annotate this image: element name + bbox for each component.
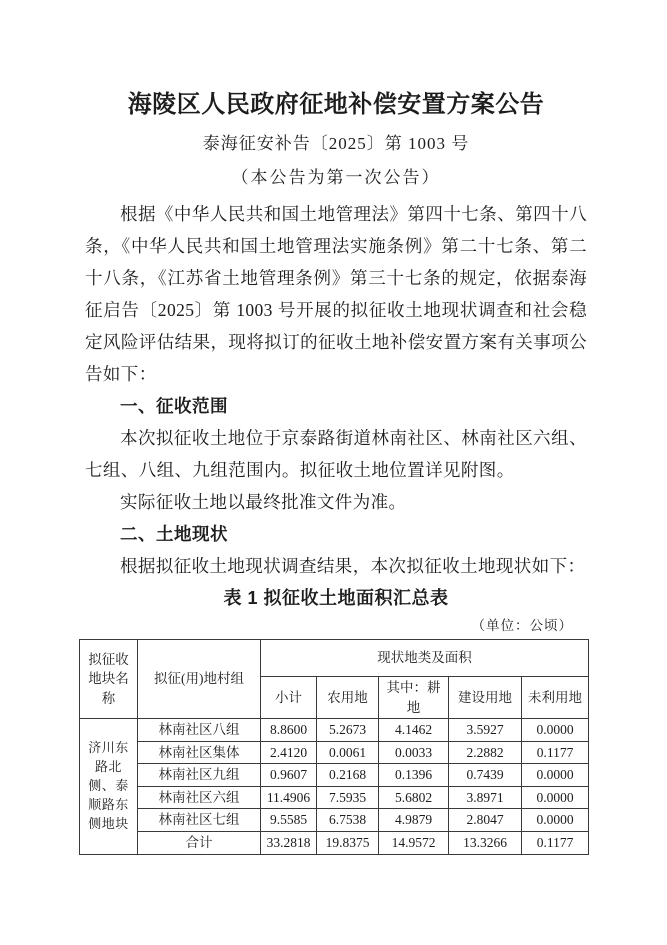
value-cell: 3.8971 — [449, 786, 522, 809]
intro-paragraph: 根据《中华人民共和国土地管理法》第四十七条、第四十八条，《中华人民共和国土地管理法实施条例》第二十七条、第二十八条，《江苏省土地管理条例》第三十七条的规定，依据泰海征启告〔2025〕第 1003 号开展的拟征收土地现状调查和社会稳定风险评估结果，现将拟订的征收土地补偿安置方案有关事项公告如下： — [85, 204, 587, 384]
total-value-cell: 13.3266 — [449, 831, 522, 854]
header-arable: 其中：耕地 — [379, 677, 449, 719]
group-cell: 林南社区六组 — [138, 786, 261, 809]
table-total-row — [80, 831, 589, 854]
section-1-paragraph-1: 本次拟征收土地位于京泰路街道林南社区、林南社区六组、七组、八组、九组范围内。拟征收土地位置详见附图。 — [85, 428, 587, 480]
value-cell: 0.0000 — [522, 786, 589, 809]
value-cell: 0.9607 — [261, 764, 317, 787]
value-cell: 2.8047 — [449, 809, 522, 832]
header-status-group: 现状地类及面积 — [261, 640, 589, 677]
value-cell: 4.9879 — [379, 809, 449, 832]
land-area-summary-table — [79, 639, 589, 855]
value-cell: 0.0000 — [522, 719, 589, 742]
total-label-cell: 合计 — [138, 831, 261, 854]
value-cell: 0.0000 — [522, 764, 589, 787]
table-caption: 表 1 拟征收土地面积汇总表 — [223, 588, 449, 608]
value-cell: 2.2882 — [449, 741, 522, 764]
value-cell: 0.7439 — [449, 764, 522, 787]
section-1-paragraph-2: 实际征收土地以最终批准文件为准。 — [120, 492, 407, 512]
total-value-cell: 19.8375 — [317, 831, 379, 854]
value-cell: 4.1462 — [379, 719, 449, 742]
table-row — [80, 764, 589, 787]
header-block-name: 拟征收地块名称 — [80, 640, 138, 719]
table-row — [80, 786, 589, 809]
value-cell: 0.1396 — [379, 764, 449, 787]
table-row — [80, 719, 589, 742]
value-cell: 7.5935 — [317, 786, 379, 809]
header-subtotal: 小计 — [261, 677, 317, 719]
value-cell: 9.5585 — [261, 809, 317, 832]
page-title: 海陵区人民政府征地补偿安置方案公告 — [127, 92, 545, 118]
group-cell: 林南社区九组 — [138, 764, 261, 787]
header-construction: 建设用地 — [449, 677, 522, 719]
group-cell: 林南社区八组 — [138, 719, 261, 742]
header-village-group: 拟征(用)地村组 — [138, 640, 261, 719]
table-unit-note: （单位：公顷） — [471, 618, 573, 633]
value-cell: 2.4120 — [261, 741, 317, 764]
total-value-cell: 33.2818 — [261, 831, 317, 854]
table-row — [80, 741, 589, 764]
value-cell: 5.6802 — [379, 786, 449, 809]
value-cell: 0.2168 — [317, 764, 379, 787]
value-cell: 8.8600 — [261, 719, 317, 742]
section-2-heading: 二、土地现状 — [120, 524, 228, 544]
total-value-cell: 0.1177 — [522, 831, 589, 854]
group-cell: 林南社区集体 — [138, 741, 261, 764]
value-cell: 6.7538 — [317, 809, 379, 832]
header-unused: 未利用地 — [522, 677, 589, 719]
value-cell: 0.1177 — [522, 741, 589, 764]
total-value-cell: 14.9572 — [379, 831, 449, 854]
table-row — [80, 809, 589, 832]
block-name-cell: 济川东路北侧、泰顺路东侧地块 — [80, 719, 138, 854]
table-header-row-1 — [80, 640, 589, 677]
header-agricultural: 农用地 — [317, 677, 379, 719]
value-cell: 11.4906 — [261, 786, 317, 809]
section-2-paragraph-1: 根据拟征收土地现状调查结果，本次拟征收土地现状如下： — [120, 556, 586, 576]
document-number: 泰海征安补告〔2025〕第 1003 号 — [202, 134, 470, 153]
value-cell: 0.0061 — [317, 741, 379, 764]
value-cell: 5.2673 — [317, 719, 379, 742]
group-cell: 林南社区七组 — [138, 809, 261, 832]
value-cell: 3.5927 — [449, 719, 522, 742]
value-cell: 0.0033 — [379, 741, 449, 764]
section-1-heading: 一、征收范围 — [120, 396, 228, 416]
announcement-note: （本公告为第一次公告） — [231, 168, 441, 187]
value-cell: 0.0000 — [522, 809, 589, 832]
